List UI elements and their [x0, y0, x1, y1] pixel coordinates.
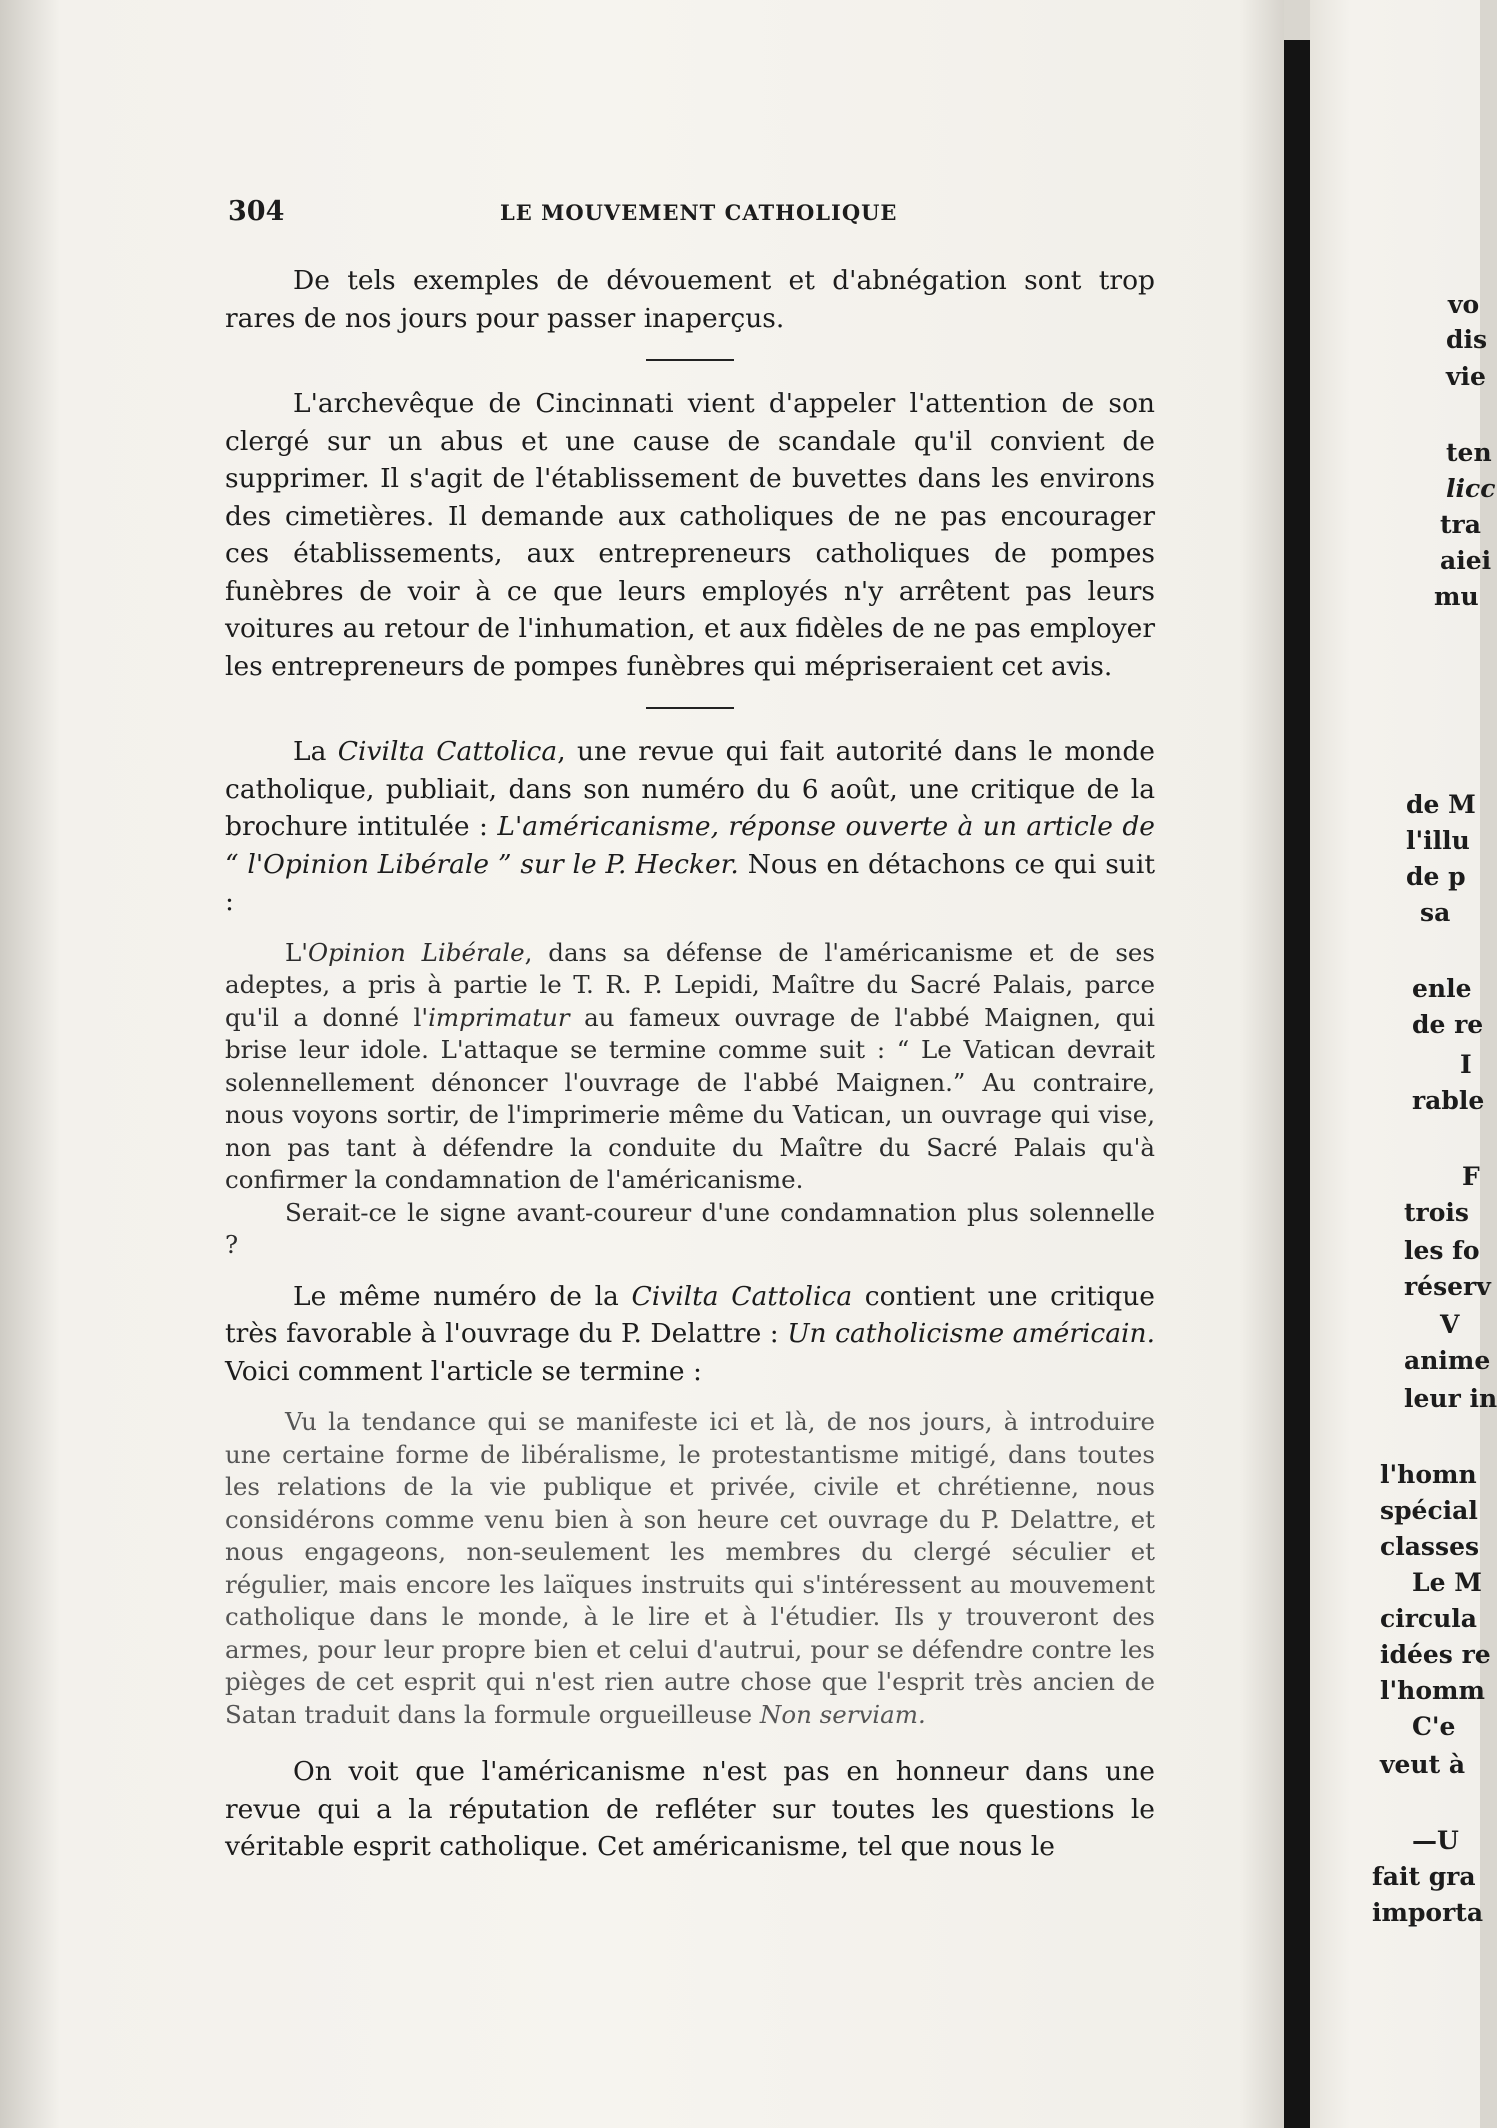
running-title: LE MOUVEMENT CATHOLIQUE	[500, 200, 898, 225]
right-fragment: Le M	[1412, 1568, 1482, 1597]
right-fragment: l'illu	[1406, 826, 1470, 855]
right-fragment: F	[1462, 1162, 1480, 1191]
right-fragment: I	[1460, 1050, 1472, 1079]
right-fragment: tra	[1440, 510, 1481, 539]
quote-3: Vu la tendance qui se manifeste ici et là, de nos jours, à introduire une certaine forme de libéralisme, le protestantisme mitigé, dans toutes les relations de la vie publique et privée, civile et chrétienne, nous considérons comme venu bien à son heure cet ouvrage du P. Delattre, et nous engageons, non-seulement les membres du clergé séculier et régulier, mais encore les laïques instruits qui s'intéressent au mouvement catholique dans le monde, à le lire et à l'étudier. Ils y trouveront des armes, pour leur propre bien et celui d'autrui, pour se défendre contre les pièges de cet esprit qui n'est rien autre chose que l'esprit très ancien de Satan traduit dans la formule orgueilleuse Non serviam.	[225, 1407, 1155, 1729]
right-fragment: veut à	[1380, 1750, 1466, 1779]
right-fragment: aiei	[1440, 546, 1492, 575]
right-fragment: sa	[1420, 898, 1451, 927]
right-fragment: licc	[1446, 474, 1496, 503]
right-fragment: fait gra	[1372, 1862, 1476, 1891]
right-fragment: spécial	[1380, 1496, 1478, 1525]
right-fragment: l'homn	[1380, 1460, 1477, 1489]
right-fragment: idées re	[1380, 1640, 1491, 1669]
page-header	[228, 196, 1158, 236]
right-fragment: classes	[1380, 1532, 1480, 1561]
right-fragment: vie	[1446, 362, 1486, 391]
right-fragment: leur in	[1404, 1384, 1497, 1413]
separator-rule	[646, 359, 734, 361]
right-fragment: mu	[1434, 582, 1479, 611]
right-fragment: de M	[1406, 790, 1476, 819]
right-fragment: trois	[1404, 1198, 1469, 1227]
right-fragment: vo	[1448, 290, 1480, 319]
right-fragment: —U	[1412, 1826, 1459, 1855]
quote-1: L'Opinion Libérale, dans sa défense de l'américanisme et de ses adeptes, a pris à partie le T. R. P. Lepidi, Maître du Sacré Palais, parce qu'il a donné l'imprimatur au fameux ouvrage de l'abbé Maignen, qui brise leur idole. L'attaque se termine comme suit : “ Le Vatican devrait solennellement dénoncer l'ouvrage de l'abbé Maignen.” Au contraire, nous voyons sortir, de l'imprimerie même du Vatican, un ouvrage qui vise, non pas tant à défendre la conduite du Maître du Sacré Palais qu'à confirmer la condamnation de l'américanisme.	[225, 937, 1155, 1194]
right-fragment: C'e	[1412, 1712, 1456, 1741]
paragraph-3: La Civilta Cattolica, une revue qui fait autorité dans le monde catholique, publiait, dans son numéro du 6 août, une critique de la brochure intitulée : L'américanisme, réponse ouverte à un article de “ l'Opinion Libérale ” sur le P. Hecker. Nous en détachons ce qui suit :	[225, 736, 1156, 917]
right-fragment: circula	[1380, 1604, 1477, 1633]
right-fragment: rable	[1412, 1086, 1485, 1115]
right-fragment: enle	[1412, 974, 1472, 1003]
paragraph-1: De tels exemples de dévouement et d'abnégation sont trop rares de nos jours pour passer inaperçus.	[225, 265, 1155, 334]
quote-2: Serait-ce le signe avant-coureur d'une condamnation plus solennelle ?	[225, 1197, 1155, 1259]
right-fragment: importa	[1372, 1898, 1484, 1927]
right-fragment: V	[1440, 1310, 1460, 1339]
right-fragment: l'homm	[1380, 1676, 1485, 1705]
right-fragment: ten	[1446, 438, 1492, 467]
separator-rule	[646, 707, 734, 709]
right-fragment: réserv	[1404, 1272, 1491, 1301]
right-fragment: anime	[1404, 1346, 1491, 1375]
book-gutter	[1284, 40, 1310, 2128]
right-fragment: de p	[1406, 862, 1466, 891]
right-fragment: de re	[1412, 1010, 1484, 1039]
paragraph-4: Le même numéro de la Civilta Cattolica contient une critique très favorable à l'ouvrage du P. Delattre : Un catholicisme américain. Voici comment l'article se termine :	[225, 1280, 1156, 1387]
main-text	[225, 262, 1155, 1866]
page-number: 304	[228, 196, 285, 227]
right-fragment: dis	[1446, 325, 1488, 354]
paragraph-2: L'archevêque de Cincinnati vient d'appeler l'attention de son clergé sur un abus et une cause de scandale qu'il convient de supprimer. Il s'agit de l'établissement de buvettes dans les environs des cimetières. Il demande aux catholiques de ne pas encourager ces établissements, aux entrepreneurs catholiques de pompes funèbres de voir à ce que leurs employés n'y arrêtent pas leurs voitures au retour de l'inhumation, et aux fidèles de ne pas employer les entrepreneurs de pompes funèbres qui mépriseraient cet avis.	[225, 388, 1155, 682]
right-page	[1310, 0, 1480, 2128]
paragraph-5: On voit que l'américanisme n'est pas en honneur dans une revue qui a la réputation de refléter sur toutes les questions le véritable esprit catholique. Cet américanisme, tel que nous le	[225, 1756, 1155, 1862]
right-fragment: les fo	[1404, 1236, 1480, 1265]
